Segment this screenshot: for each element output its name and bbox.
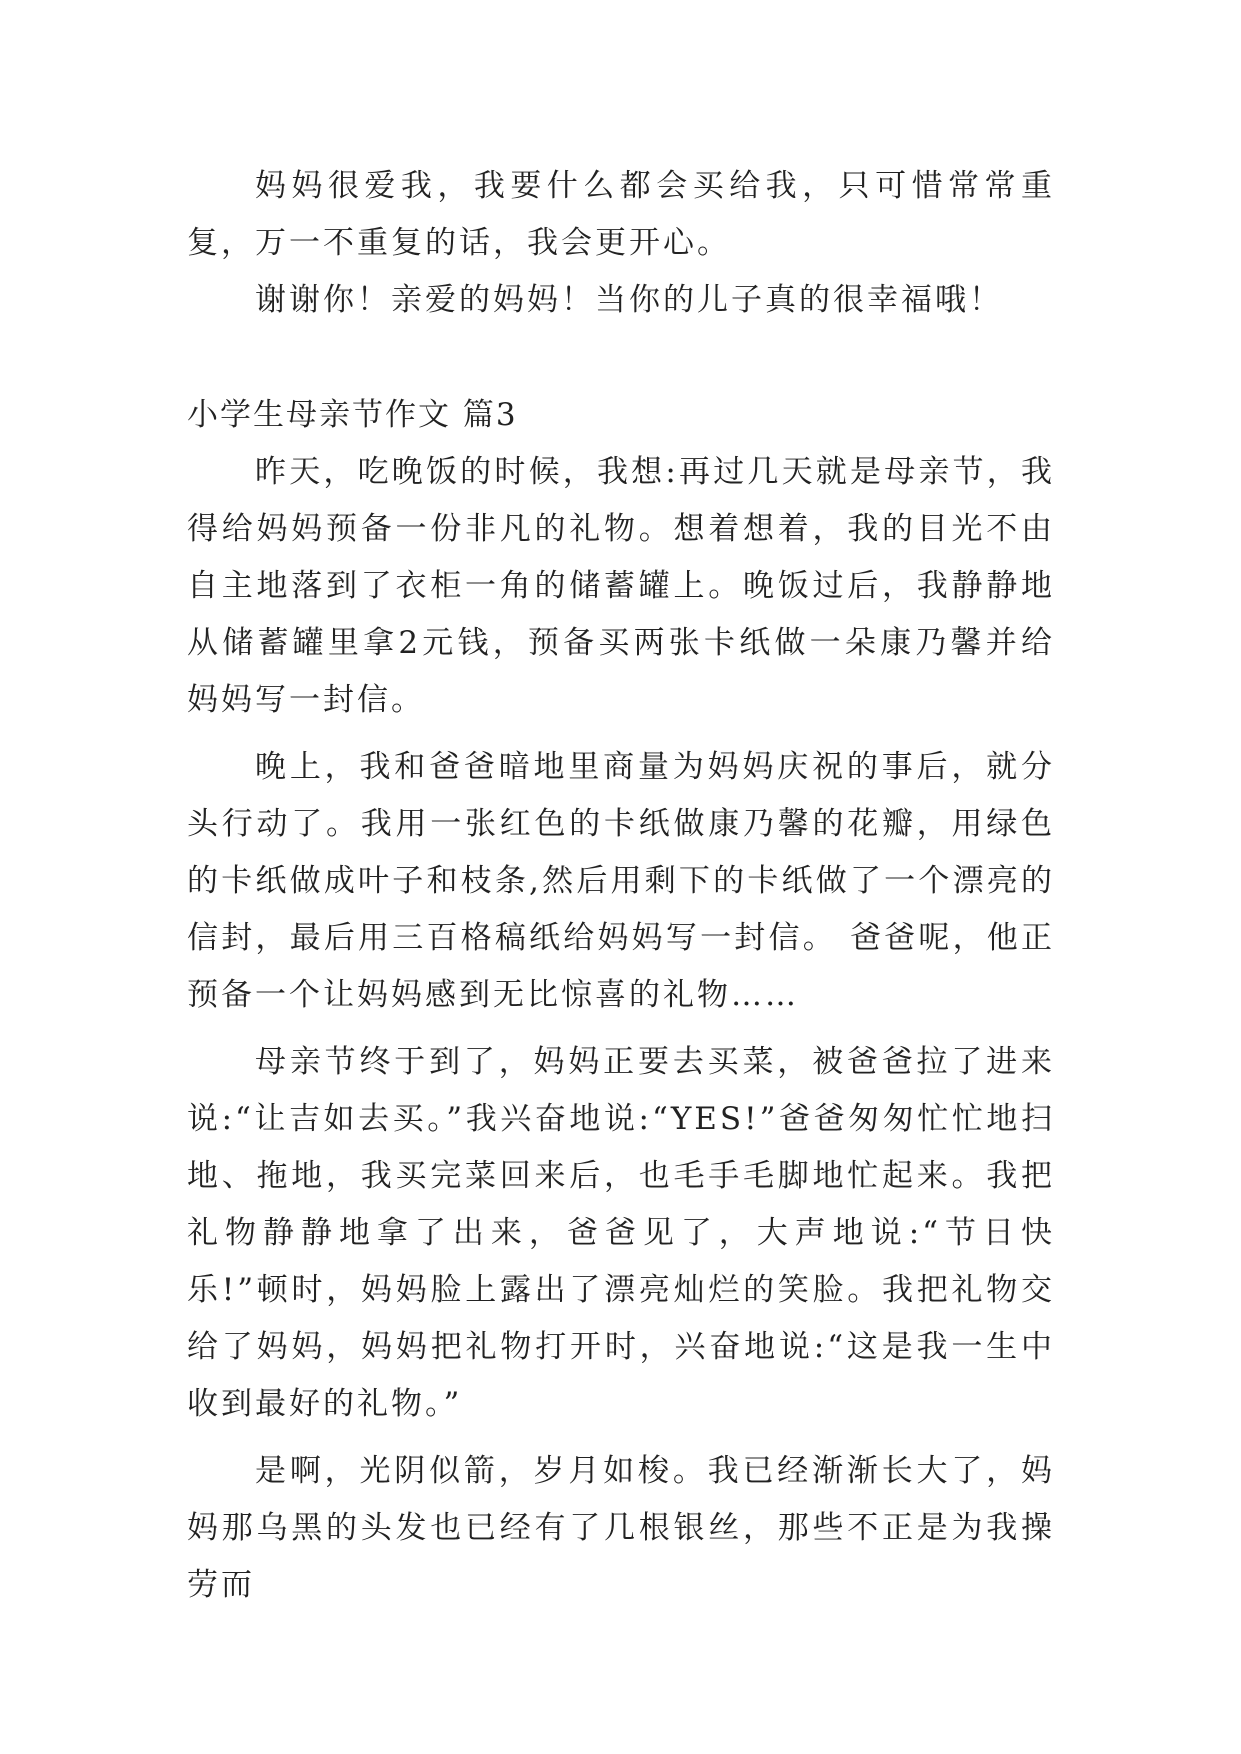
paragraph-time-flies: 是啊，光阴似箭，岁月如梭。我已经渐渐长大了，妈妈那乌黑的头发也已经有了几根银丝，那些不正是为我操劳而 — [187, 1453, 1055, 1603]
section-heading: 小学生母亲节作文 篇3 — [187, 397, 518, 433]
paragraph-evening: 晚上，我和爸爸暗地里商量为妈妈庆祝的事后，就分头行动了。我用一张红色的卡纸做康乃馨的花瓣，用绿色的卡纸做成叶子和枝条,然后用剩下的卡纸做了一个漂亮的信封，最后用三百格稿纸给妈妈写一封信。 爸爸呢，他正预备一个让妈妈感到无比惊喜的礼物…… — [187, 749, 1055, 1013]
paragraph-mothers-day: 母亲节终于到了，妈妈正要去买菜，被爸爸拉了进来说:“让吉如去买。”我兴奋地说:“YES!”爸爸匆匆忙忙地扫地、拖地，我买完菜回来后，也毛手毛脚地忙起来。我把礼物静静地拿了出来，爸爸见了，大声地说:“节日快乐!”顿时，妈妈脸上露出了漂亮灿烂的笑脸。我把礼物交给了妈妈，妈妈把礼物打开时，兴奋地说:“这是我一生中收到最好的礼物。” — [187, 1044, 1055, 1422]
paragraph-yesterday: 昨天，吃晚饭的时候，我想:再过几天就是母亲节，我得给妈妈预备一份非凡的礼物。想着想着，我的目光不由自主地落到了衣柜一角的储蓄罐上。晚饭过后，我静静地从储蓄罐里拿2元钱，预备买两张卡纸做一朵康乃馨并给妈妈写一封信。 — [187, 454, 1055, 718]
document-body — [187, 158, 1055, 1614]
paragraph-thank-you: 谢谢你！亲爱的妈妈！当你的儿子真的很幸福哦！ — [255, 282, 1003, 318]
paragraph-mom-loves-me: 妈妈很爱我，我要什么都会买给我，只可惜常常重复，万一不重复的话，我会更开心。 — [187, 168, 1055, 261]
